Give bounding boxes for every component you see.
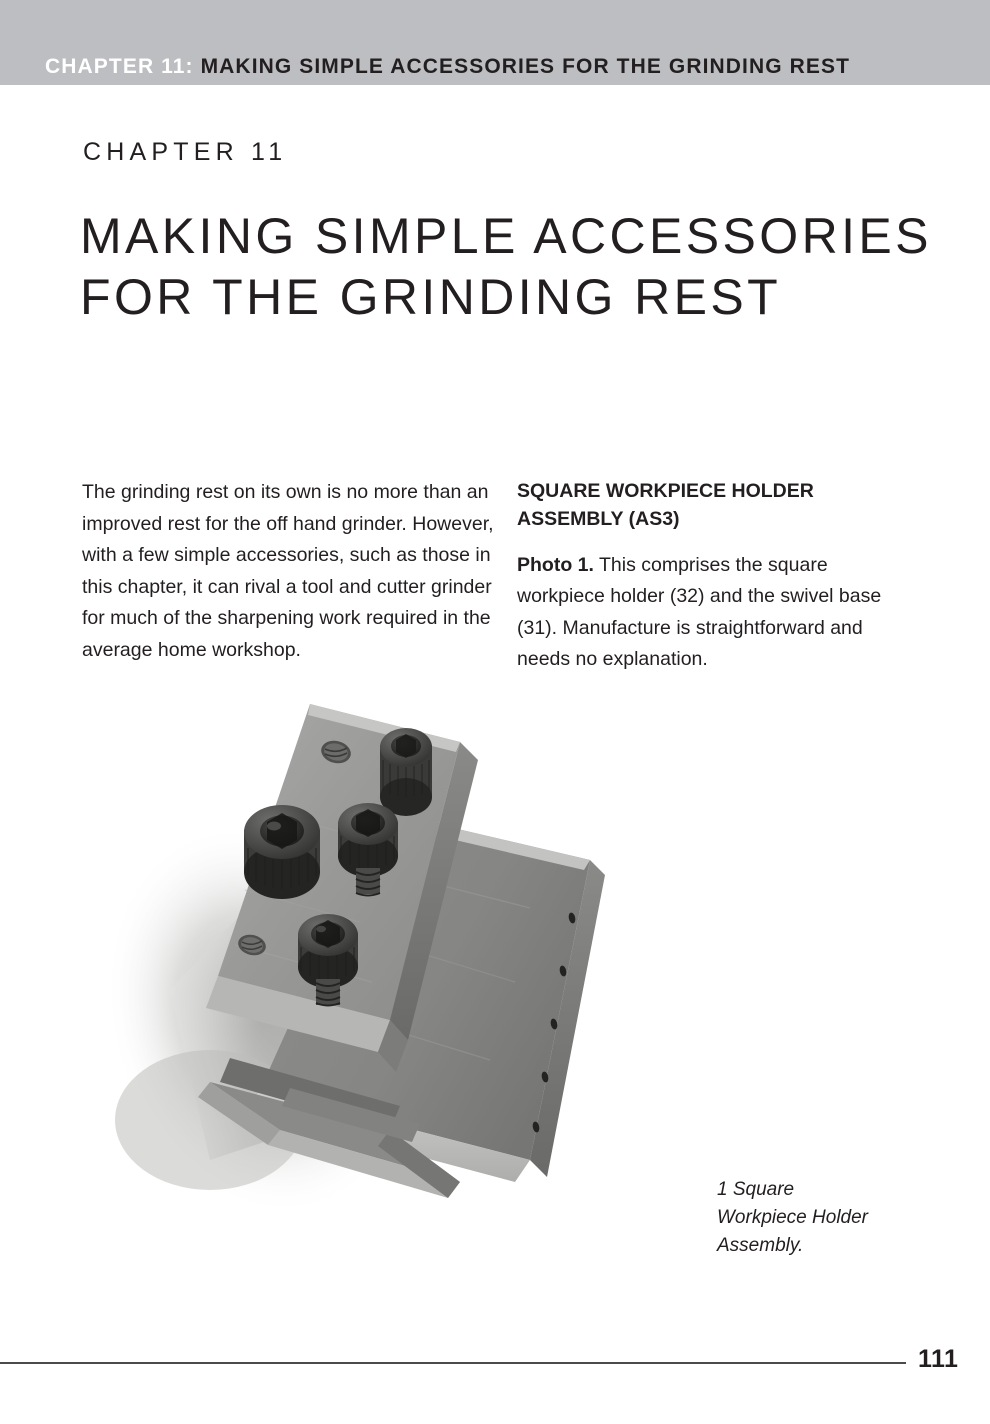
chapter-title-line-1: MAKING SIMPLE ACCESSORIES [80, 207, 932, 264]
chapter-eyebrow: CHAPTER 11 [83, 138, 288, 166]
photo-description-paragraph [517, 550, 907, 676]
screw-thread-shank [316, 979, 340, 1006]
section-heading [517, 477, 907, 534]
photo-caption-line-1: 1 Square [717, 1179, 795, 1200]
page-title [80, 206, 960, 328]
intro-paragraph: The grinding rest on its own is no more than an improved rest for the off hand grinder. However, with a few simple accessories, such as those in this chapter, it can rival a tool and cutter grinder for much of the sharpening work required in the average home workshop. [82, 481, 494, 661]
photo-caption-line-3: Assembly. [717, 1235, 804, 1257]
photo-caption [717, 1176, 937, 1260]
photo-square-workpiece-holder-assembly [60, 690, 660, 1270]
body-column-left [82, 477, 494, 666]
running-header-band [0, 0, 990, 85]
section-heading-line-2: ASSEMBLY (AS3) [517, 508, 680, 531]
photo-reference-label: Photo 1. [517, 553, 594, 576]
footer-rule [0, 1362, 906, 1364]
chapter-title-line-2: FOR THE GRINDING REST [80, 268, 782, 325]
screw-thread-shank [356, 868, 380, 896]
body-column-right [517, 477, 907, 676]
running-header-chapter-label: CHAPTER 11: [45, 55, 194, 78]
cap-screw-top-right [380, 728, 432, 816]
running-header-title: MAKING SIMPLE ACCESSORIES FOR THE GRINDING REST [193, 55, 851, 78]
cap-screw-left-middle [244, 805, 320, 899]
section-heading-line-1: SQUARE WORKPIECE HOLDER [517, 480, 814, 502]
running-header-text [45, 56, 850, 77]
photo-description-text: This comprises the square workpiece holder (32) and the swivel base (31). Manufacture is straightforward and needs no explanation. [517, 553, 882, 671]
page-number: 111 [918, 1345, 959, 1373]
photo-caption-line-2: Workpiece Holder [717, 1207, 868, 1229]
